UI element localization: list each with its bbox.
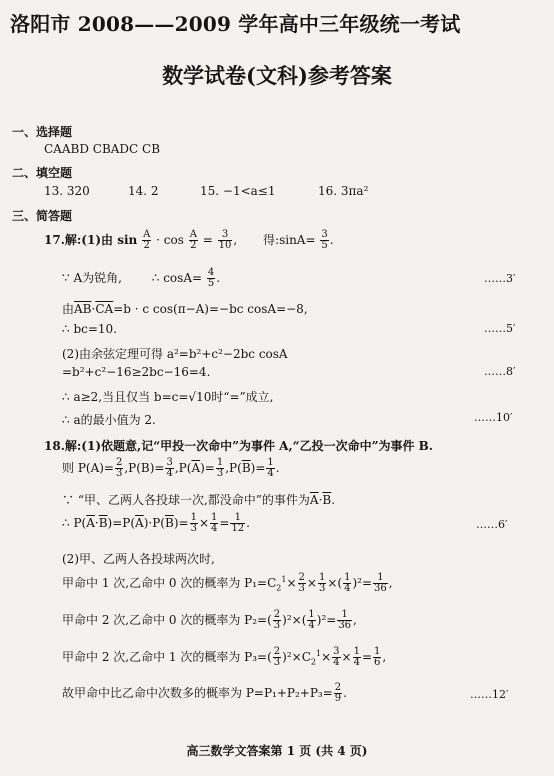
fraction: $\frac{4}{5}$ xyxy=(207,267,215,289)
fraction: $\frac{1}{4}$ xyxy=(267,457,274,479)
fraction: $\frac{1}{12}$ xyxy=(231,512,245,534)
fraction: $\frac{3}{5}$ xyxy=(321,229,328,251)
q18-line-7: 甲命中 2 次,乙命中 0 次的概率为 P₂=( $\frac{2}{3}$ )²×( $\frac{1}{4}$ )²= $\frac{1}{36}$ , xyxy=(62,609,357,631)
vector-ab: $\overline{AB}$ xyxy=(74,302,92,316)
q18-line-9: 故甲命中比乙命中次数多的概率为 P=P₁+P₂+P₃= $\frac{2}{9}$ . xyxy=(62,682,347,704)
fraction: $\frac{1}{3}$ xyxy=(318,572,326,594)
q18-line-4: ∴ $P(\overline{A}\cdot\overline{B})=P(\overline{A})\cdot P(\overline{B})=$ $\frac{1}{3}$ × $\frac{1}{4}$ = $\frac{1}{12}$ . xyxy=(62,512,250,534)
score-mark: ……3′ xyxy=(484,272,516,285)
q18-line-1: 18.解:(1)依题意,记“甲投一次命中”为事件 A,“乙投一次命中”为事件 B. xyxy=(44,439,433,453)
q17-line-8: ∴ a的最小值为 2. xyxy=(62,413,156,427)
score-mark: ……5′ xyxy=(484,322,516,335)
vector-ca: $\overline{CA}$ xyxy=(95,302,114,316)
fraction: $\frac{2}{3}$ xyxy=(273,609,281,631)
fraction: $\frac{3}{4}$ xyxy=(333,646,340,668)
fraction: $\frac{1}{36}$ xyxy=(338,609,352,631)
fraction: $\frac{3}{10}$ xyxy=(218,229,232,251)
fraction: $\frac{1}{4}$ xyxy=(344,572,351,594)
q18-line-2: 则 P(A)= $\frac{2}{3}$ ,P(B)= $\frac{3}{4}$ $,P(\overline{A})=$ $\frac{1}{3}$ $,P(\overline{B})=$ $\frac{1}{4}$ . xyxy=(62,457,280,479)
q17-line-4: ∴ bc=10. xyxy=(62,322,117,336)
answer-16: 16. 3πa² xyxy=(318,184,369,198)
answer-14: 14. 2 xyxy=(128,184,159,198)
q17-line-7: ∴ a≥2,当且仅当 b=c=√10时“=”成立, xyxy=(62,390,274,404)
score-mark: ……12′ xyxy=(470,688,509,701)
fraction: $\frac{2}{3}$ xyxy=(273,646,281,668)
fraction: $\frac{2}{9}$ xyxy=(334,682,342,704)
answer-key-subtitle: 数学试卷(文科)参考答案 xyxy=(162,63,392,88)
fraction: $\frac{1}{4}$ xyxy=(353,646,360,668)
fraction: $\frac{1}{4}$ xyxy=(211,512,218,534)
fraction: $\frac{2}{3}$ xyxy=(298,572,305,594)
fraction: $\frac{1}{6}$ xyxy=(374,646,381,668)
section-heading-choice: 一、选择题 xyxy=(12,125,73,139)
answer-15: 15. −1<a≤1 xyxy=(200,184,276,198)
answer-13: 13. 320 xyxy=(44,184,90,198)
exam-title: 洛阳市 2008——2009 学年高中三年级统一考试 xyxy=(10,12,461,36)
page-footer: 高三数学文答案第 1 页 (共 4 页) xyxy=(186,744,368,758)
score-mark: ……10′ xyxy=(474,411,513,424)
q17-line-2: ∵ A为锐角, ∴ cosA= $\frac{4}{5}$ . xyxy=(62,267,221,289)
fraction: $\frac{3}{4}$ xyxy=(166,457,173,479)
q17-line-3: 由$\overline{AB}\cdot\overline{CA}=b \cdot c$ cos(π−A)=−bc cosA=−8, xyxy=(62,302,308,316)
fraction: $\frac{1}{36}$ xyxy=(374,572,387,594)
q17-line-5: (2)由余弦定理可得 a²=b²+c²−2bc cosA xyxy=(62,347,288,361)
fraction: $\frac{2}{3}$ xyxy=(115,457,123,479)
q18-line-5: (2)甲、乙两人各投球两次时, xyxy=(62,552,215,566)
fraction: $\frac{1}{3}$ xyxy=(216,457,224,479)
q17-line-6: =b²+c²−16≥2bc−16=4. xyxy=(62,365,211,379)
choice-answers: CAABD CBADC CB xyxy=(44,142,161,156)
section-heading-fill: 二、填空题 xyxy=(12,166,73,180)
section-heading-solutions: 三、简答题 xyxy=(12,209,73,223)
q18-line-8: 甲命中 2 次,乙命中 1 次的概率为 P₃=( $\frac{2}{3}$ )$^2\times C_2^1\times$ $\frac{3}{4}$ × $\frac{1}{4}$ = $\frac{1}{6}$ , xyxy=(62,646,387,668)
q18-line-6: 甲命中 1 次,乙命中 0 次的概率为 $P_1=C_2^1\times$ $\frac{2}{3}$ × $\frac{1}{3}$ ×( $\frac{1}{4}$ )²= $\frac{1}{36}$ , xyxy=(62,572,393,594)
score-mark: ……8′ xyxy=(484,365,516,378)
fraction: $\frac{1}{4}$ xyxy=(308,609,315,631)
fraction: $\frac{A}{2}$ xyxy=(143,229,151,251)
q18-line-3: ∵ “甲、乙两人各投球一次,都没命中”的事件为$\overline{A}\cdot\overline{B}$. xyxy=(62,493,336,507)
score-mark: ……6′ xyxy=(476,518,508,531)
fraction: $\frac{A}{2}$ xyxy=(189,229,197,251)
q17-line-1: 17.解:(1)由 sin $\frac{A}{2}$ · cos $\frac{A}{2}$ = $\frac{3}{10}$ , 得:sinA= $\frac{3}{5}$ . xyxy=(44,229,334,251)
fraction: $\frac{1}{3}$ xyxy=(190,512,197,534)
